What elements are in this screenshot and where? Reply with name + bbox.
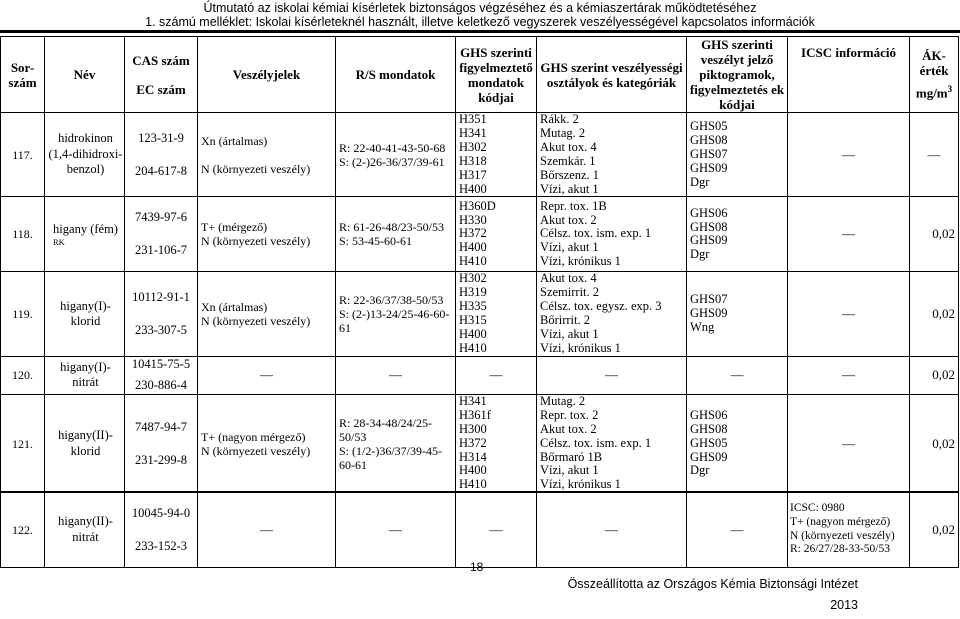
substance-name: higany(II)- nitrát xyxy=(45,492,125,568)
col-veszelyjelek: Veszélyjelek xyxy=(198,37,336,113)
hazard-symbols: Xn (ártalmas) N (környezeti veszély) xyxy=(198,113,336,197)
table-row xyxy=(1,113,959,197)
empty-dash: — xyxy=(537,492,687,568)
substance-name: higany(II)- klorid xyxy=(45,394,125,492)
pictograms: GHS05 GHS08 GHS07 GHS09 Dgr xyxy=(687,113,788,197)
ak-value: 0,02 xyxy=(910,197,959,272)
empty-dash: — xyxy=(687,356,788,394)
empty-dash: — xyxy=(198,492,336,568)
empty-dash: — xyxy=(537,356,687,394)
substance-name: hidrokinon (1,4-dihidroxi- benzol) xyxy=(45,113,125,197)
ak-value: 0,02 xyxy=(910,394,959,492)
col-cas: CAS szám xyxy=(132,52,190,68)
row-number: 117. xyxy=(1,113,45,197)
rs-phrases: R: 28-34-48/24/25- 50/53 S: (1/2-)36/37/39-45- 60-61 xyxy=(336,394,456,492)
col-icsc: ICSC információ xyxy=(788,37,910,113)
ak-value: — xyxy=(910,113,959,197)
h-statements: H302 H319 H335 H315 H400 H410 xyxy=(456,272,537,356)
ak-value: 0,02 xyxy=(910,492,959,568)
icsc-info: — xyxy=(788,113,910,197)
h-statements: H341 H361f H300 H372 H314 H400 H410 xyxy=(456,394,537,492)
col-ak: ÁK- érték $mg/m^3$ xyxy=(910,37,959,113)
table-header-row xyxy=(1,37,959,113)
pictograms: GHS07 GHS09 Wng xyxy=(687,272,788,356)
rs-phrases: R: 61-26-48/23-50/53 S: 53-45-60-61 xyxy=(336,197,456,272)
row-number: 121. xyxy=(1,394,45,492)
footer-year: 2013 xyxy=(830,598,858,612)
rk-note: RK xyxy=(53,237,65,248)
empty-dash: — xyxy=(687,492,788,568)
col-cas-ec xyxy=(125,37,198,113)
cas-ec: 10112-91-1 233-307-5 xyxy=(125,272,198,356)
hazard-symbols: T+ (mérgező) N (környezeti veszély) xyxy=(198,197,336,272)
empty-dash: — xyxy=(336,492,456,568)
table-row xyxy=(1,492,959,568)
col-ghs-picto: GHS szerinti veszélyt jelző piktogramok, figyelmeztetés ek kódjai xyxy=(687,37,788,113)
hazard-symbols: Xn (ártalmas) N (környezeti veszély) xyxy=(198,272,336,356)
header-line-1: Útmutató az iskolai kémiai kísérletek biztonságos végzéséhez és a kémiaszertárak működtetéséhez xyxy=(203,1,757,15)
row-number: 118. xyxy=(1,197,45,272)
table-row xyxy=(1,356,959,394)
page-number: 18 xyxy=(470,560,484,574)
header-divider xyxy=(0,30,960,33)
empty-dash: — xyxy=(456,356,537,394)
row-number: 119. xyxy=(1,272,45,356)
ghs-classes: Rákk. 2 Mutag. 2 Akut tox. 4 Szemkár. 1 Bőrszenz. 1 Vízi, akut 1 xyxy=(537,113,687,197)
table-row xyxy=(1,394,959,492)
pictograms: GHS06 GHS08 GHS05 GHS09 Dgr xyxy=(687,394,788,492)
pictograms: GHS06 GHS08 GHS09 Dgr xyxy=(687,197,788,272)
col-ec: EC szám xyxy=(136,81,186,97)
header-line-2: 1. számú melléklet: Iskolai kísérleteknél használt, illetve keletkező vegyszerek veszélyességével kapcsolatos információk xyxy=(145,15,815,29)
h-statements: H351 H341 H302 H318 H317 H400 xyxy=(456,113,537,197)
cas-ec: 7487-94-7 231-299-8 xyxy=(125,394,198,492)
empty-dash: — xyxy=(198,356,336,394)
footer-organization: Összeállította az Országos Kémia Biztonsági Intézet xyxy=(567,577,858,591)
icsc-info: — xyxy=(788,272,910,356)
h-statements: H360D H330 H372 H400 H410 xyxy=(456,197,537,272)
ak-value: 0,02 xyxy=(910,272,959,356)
empty-dash: — xyxy=(456,492,537,568)
cas-ec: 7439-97-6 231-106-7 xyxy=(125,197,198,272)
cas-ec: 10045-94-0 233-152-3 xyxy=(125,492,198,568)
empty-dash: — xyxy=(788,356,910,394)
hazard-table-continued xyxy=(0,491,959,568)
table-row xyxy=(1,272,959,356)
rs-phrases: R: 22-40-41-43-50-68 S: (2-)26-36/37/39-61 xyxy=(336,113,456,197)
row-number: 122. xyxy=(1,492,45,568)
hazard-table xyxy=(0,36,959,493)
ghs-classes: Mutag. 2 Repr. tox. 2 Akut tox. 2 Célsz. tox. ism. exp. 1 Bőrmaró 1B Vízi, akut 1 Vízi, krónikus 1 xyxy=(537,394,687,492)
empty-dash: — xyxy=(336,356,456,394)
ak-value: 0,02 xyxy=(910,356,959,394)
table-row xyxy=(1,197,959,272)
rs-phrases: R: 22-36/37/38-50/53 S: (2-)13-24/25-46-60- 61 xyxy=(336,272,456,356)
substance-name: higany(I)- klorid xyxy=(45,272,125,356)
icsc-info: — xyxy=(788,197,910,272)
hazard-symbols: T+ (nagyon mérgező) N (környezeti veszély) xyxy=(198,394,336,492)
col-ghs-h: GHS szerinti figyelmeztető mondatok kódjai xyxy=(456,37,537,113)
col-ghs-class: GHS szerint veszélyességi osztályok és kategóriák xyxy=(537,37,687,113)
ghs-classes: Repr. tox. 1B Akut tox. 2 Célsz. tox. ism. exp. 1 Vízi, akut 1 Vízi, krónikus 1 xyxy=(537,197,687,272)
icsc-info: — xyxy=(788,394,910,492)
ghs-classes: Akut tox. 4 Szemirrit. 2 Célsz. tox. egysz. exp. 3 Bőrirrit. 2 Vízi, akut 1 Vízi, krónikus 1 xyxy=(537,272,687,356)
col-nev: Név xyxy=(45,37,125,113)
substance-name: higany (fém) RK xyxy=(45,197,125,272)
col-sorszam: Sor-szám xyxy=(1,37,45,113)
cas-ec: 123-31-9 204-617-8 xyxy=(125,113,198,197)
substance-name: higany(I)- nitrát xyxy=(45,356,125,394)
row-number: 120. xyxy=(1,356,45,394)
cas-ec: 10415-75-5 230-886-4 xyxy=(125,356,198,394)
col-rs: R/S mondatok xyxy=(336,37,456,113)
icsc-info: ICSC: 0980 T+ (nagyon mérgező) N (környezeti veszély) R: 26/27/28-33-50/53 xyxy=(788,492,910,568)
